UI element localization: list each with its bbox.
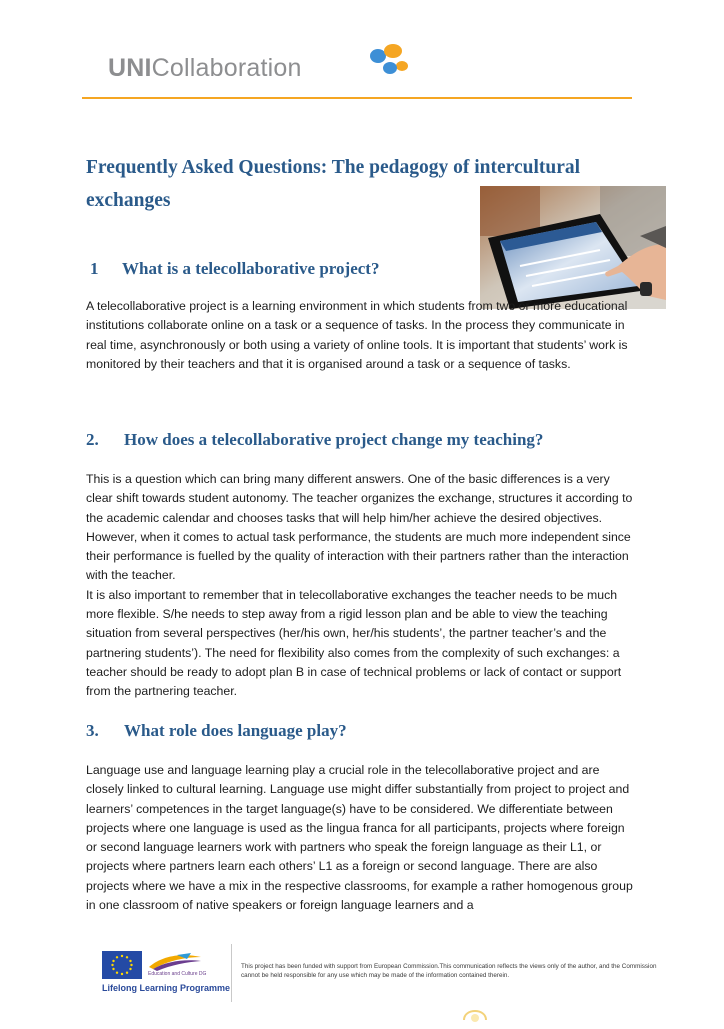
section-3-heading: [86, 721, 486, 745]
section-title: What role does language play?: [124, 721, 347, 740]
unicollaboration-logo: [108, 44, 428, 96]
paragraph: A telecollaborative project is a learning environment in which students from two or more educational institutions collaborate online on a task or a sequence of tasks. In the process they communicate in real time, asynchronously or both using a variety of online tools. It is important that students’ work is monitored by their teachers and that it is organised around a task or a sequence of tasks.: [86, 299, 628, 371]
llp-caption: Education and Culture DG: [148, 971, 207, 977]
logo-dots-icon: [364, 44, 410, 80]
section-number: 1: [90, 259, 99, 278]
eu-flag-icon: [102, 951, 142, 979]
llp-swoosh-icon: [147, 951, 203, 971]
section-2-heading: [86, 430, 626, 454]
paragraph: It is also important to remember that in telecollaborative exchanges the teacher needs to be much more flexible. S/he needs to step away from a rigid lesson plan and be able to view the teaching situation from several perspectives (her/his own, her/his students’, the partner teacher’s and the partnering students’). The need for flexibility also comes from the complexity of such exchanges: a teacher should be ready to adopt plan B in case of technical problems or lack of contact or support from the partnering teacher.: [86, 587, 622, 699]
funding-disclaimer: This project has been funded with support from European Commission.This communication reflects the views only of the author, and the Commission cannot be held responsible for any use which may be made of the information contained therein.: [241, 963, 657, 979]
page-mark-icon: [461, 990, 489, 1024]
paragraph: Language use and language learning play a crucial role in the telecollaborative project and are closely linked to cultural learning. Language use might differ substantially from project to project and learners’ competences in the target language(s) have to be considered. We differentiate between projects where one language is used as the lingua franca for all participants, projects where foreign or second language learners work with partners who speak the foreign language as their L1, or projects where partners learn each others’ L1 as a foreign or second language. There are also projects where we have a mix in the respective classrooms, for example a rather homogenous group in one classroom of native speakers or foreign language learners and a: [86, 763, 633, 913]
paragraph: This is a question which can bring many different answers. One of the basic differences is a very clear shift towards student autonomy. The teacher organizes the exchange, structures it according to the academic calendar and chooses tasks that will help him/her achieve the desired objectives. However, when it comes to actual task performance, the students are much more independent since their performance is fuelled by the quality of interaction with their partners rather than the interaction with the teacher.: [86, 472, 633, 583]
tablet-photo: [480, 186, 666, 309]
logo-uni-text: UNI: [108, 54, 152, 82]
header-divider: [82, 97, 632, 99]
section-number: 3.: [86, 721, 99, 740]
section-1-body: [86, 297, 638, 374]
section-title: What is a telecollaborative project?: [122, 259, 380, 278]
llp-programme-label: Lifelong Learning Programme: [102, 983, 231, 993]
section-3-body: [86, 761, 638, 915]
section-1-heading: [90, 259, 490, 283]
section-title: How does a telecollaborative project change my teaching?: [124, 430, 544, 449]
section-number: 2.: [86, 430, 99, 449]
section-2-body: [86, 470, 638, 702]
logo-wordmark: [108, 54, 302, 83]
document-title: Frequently Asked Questions: The pedagogy of intercultural exchanges: [86, 157, 581, 211]
logo-collaboration-text: Collaboration: [151, 54, 302, 82]
footer-divider: [231, 944, 232, 1002]
